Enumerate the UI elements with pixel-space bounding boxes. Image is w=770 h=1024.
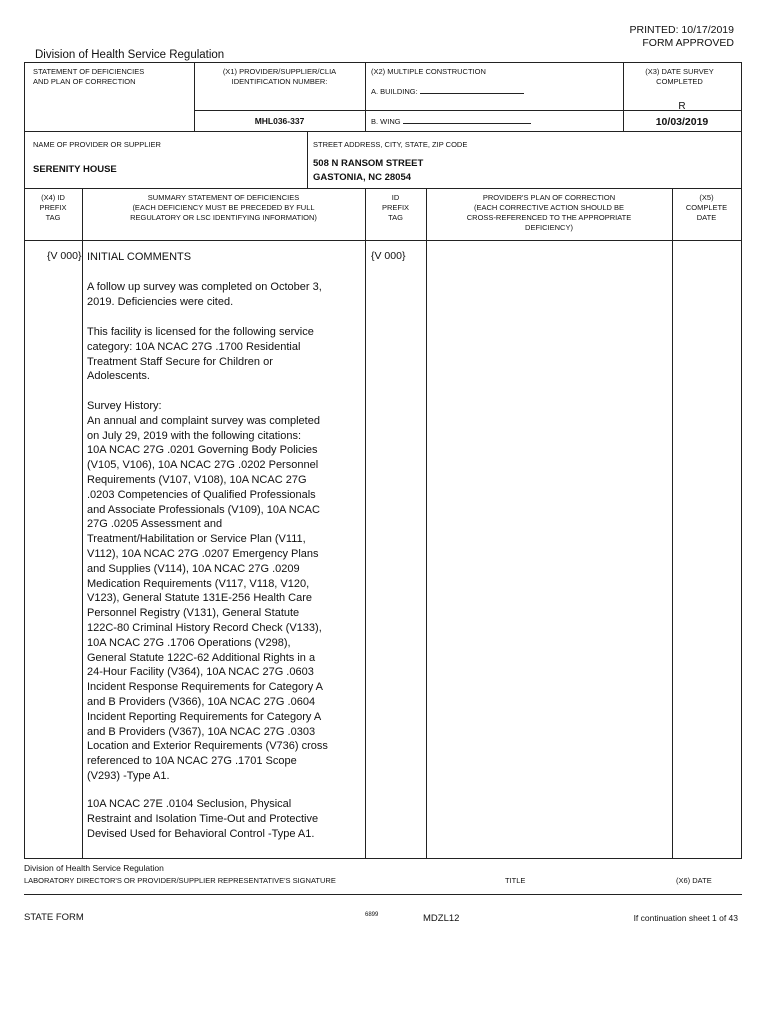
street-address: 508 N RANSOM STREET bbox=[313, 158, 424, 169]
id-header-line2: PREFIX bbox=[381, 203, 410, 212]
entry-paragraph-1 bbox=[87, 280, 362, 310]
summary-column-header bbox=[82, 193, 365, 223]
plan-header-line3: CROSS-REFERENCED TO THE APPROPRIATE bbox=[466, 213, 632, 222]
x1-label-line2: IDENTIFICATION NUMBER: bbox=[231, 77, 328, 86]
text-line: (V293) -Type A1. bbox=[87, 769, 170, 782]
summary-header-line1: SUMMARY STATEMENT OF DEFICIENCIES bbox=[147, 193, 300, 202]
provider-name: SERENITY HOUSE bbox=[33, 164, 117, 175]
text-line: 24-Hour Facility (V364), 10A NCAC 27G .0603 bbox=[87, 666, 314, 679]
provider-id-number: MHL036-337 bbox=[254, 116, 305, 126]
text-line: 10A NCAC 27G .1706 Operations (V298), bbox=[87, 636, 291, 649]
x4-column-header bbox=[24, 193, 82, 223]
x3-label-line1: (X3) DATE SURVEY bbox=[645, 67, 714, 76]
form-status: FORM APPROVED bbox=[642, 37, 734, 49]
plan-header-line2: (EACH CORRECTIVE ACTION SHOULD BE bbox=[473, 203, 625, 212]
x5-header-line3: DATE bbox=[696, 213, 717, 222]
text-line: Survey History: bbox=[87, 400, 162, 412]
x1-label bbox=[194, 67, 365, 87]
form-number-small: 6899 bbox=[365, 912, 379, 918]
x6-date-label: (X6) DATE bbox=[676, 876, 712, 885]
state-form-label: STATE FORM bbox=[24, 912, 84, 923]
building-label: A. BUILDING: bbox=[371, 87, 418, 96]
text-line: Personnel Registry (V131), General Statute bbox=[87, 607, 300, 620]
statement-label-line2: AND PLAN OF CORRECTION bbox=[33, 77, 136, 86]
x5-column-header bbox=[672, 193, 741, 223]
prefix-tag-left: {V 000} bbox=[47, 250, 82, 262]
rule-left-edge bbox=[24, 62, 25, 858]
x4-header-line1: (X4) ID bbox=[41, 193, 65, 202]
wing-field bbox=[371, 115, 531, 127]
rule-summary-col bbox=[365, 188, 366, 858]
continuation-sheet: If continuation sheet 1 of 43 bbox=[633, 913, 738, 923]
id-header-line1: ID bbox=[391, 193, 400, 202]
building-field bbox=[371, 85, 524, 97]
plan-column-header bbox=[426, 193, 672, 233]
summary-header-line3: REGULATORY OR LSC IDENTIFYING INFORMATION) bbox=[130, 213, 317, 222]
footer-agency: Division of Health Service Regulation bbox=[24, 863, 164, 873]
text-line: Devised Used for Behavioral Control -Type A1. bbox=[87, 827, 315, 840]
wing-label: B. WING bbox=[371, 117, 401, 126]
rule-body-bottom bbox=[24, 858, 742, 859]
plan-header-line1: PROVIDER'S PLAN OF CORRECTION bbox=[482, 193, 616, 202]
print-info bbox=[630, 24, 734, 50]
text-line: 10A NCAC 27E .0104 Seclusion, Physical bbox=[87, 798, 292, 810]
building-blank bbox=[420, 85, 524, 94]
text-line: and Supplies (V114), 10A NCAC 27G .0209 bbox=[87, 562, 300, 575]
plan-header-line4: DEFICIENCY) bbox=[525, 223, 573, 232]
rule-footer-bottom bbox=[24, 894, 742, 895]
text-line: Treatment Staff Secure for Children or bbox=[87, 355, 273, 368]
entry-paragraph-3 bbox=[87, 399, 362, 784]
text-line: category: 10A NCAC 27G .1700 Residential bbox=[87, 340, 301, 353]
x2-label: (X2) MULTIPLE CONSTRUCTION bbox=[371, 67, 486, 76]
rule-top bbox=[24, 62, 742, 63]
x5-header-line2: COMPLETE bbox=[685, 203, 728, 212]
rule-x2-wing bbox=[365, 110, 623, 111]
text-line: A follow up survey was completed on October 3, bbox=[87, 281, 322, 293]
text-line: 10A NCAC 27G .0201 Governing Body Policies bbox=[87, 444, 318, 457]
title-label: TITLE bbox=[505, 876, 526, 885]
agency-name: Division of Health Service Regulation bbox=[35, 49, 225, 61]
text-line: Restraint and Isolation Time-Out and Protective bbox=[87, 812, 319, 825]
text-line: Adolescents. bbox=[87, 370, 150, 383]
entry-paragraph-4 bbox=[87, 797, 362, 841]
text-line: General Statute 122C-62 Additional Rights in a bbox=[87, 651, 316, 664]
entry-paragraph-2 bbox=[87, 325, 362, 384]
rule-plan-col bbox=[672, 188, 673, 858]
text-line: 27G .0205 Assessment and bbox=[87, 518, 223, 531]
text-line: Incident Response Requirements for Category A bbox=[87, 681, 324, 694]
entry-title: INITIAL COMMENTS bbox=[87, 251, 192, 263]
survey-completed-date: 10/03/2019 bbox=[655, 116, 709, 128]
rule-x2-divider bbox=[365, 62, 366, 131]
printed-date: PRINTED: 10/17/2019 bbox=[629, 24, 734, 36]
signature-label: LABORATORY DIRECTOR'S OR PROVIDER/SUPPLIER REPRESENTATIVE'S SIGNATURE bbox=[24, 876, 336, 885]
id-header-line3: TAG bbox=[388, 213, 403, 222]
text-line: V112), 10A NCAC 27G .0207 Emergency Plans bbox=[87, 547, 319, 560]
rule-x1-value bbox=[194, 110, 365, 111]
rule-column-headers bbox=[24, 240, 742, 241]
rule-right-edge bbox=[741, 62, 742, 858]
text-line: An annual and complaint survey was completed bbox=[87, 414, 320, 427]
x5-header-line1: (X5) bbox=[699, 193, 714, 202]
x1-label-line1: (X1) PROVIDER/SUPPLIER/CLIA bbox=[222, 67, 337, 76]
provider-name-label: NAME OF PROVIDER OR SUPPLIER bbox=[33, 140, 161, 149]
rule-address-divider bbox=[307, 131, 308, 188]
address-label: STREET ADDRESS, CITY, STATE, ZIP CODE bbox=[313, 140, 468, 149]
x4-header-line2: PREFIX bbox=[39, 203, 67, 212]
text-line: and B Providers (V367), 10A NCAC 27G .0303 bbox=[87, 725, 316, 738]
x3-label bbox=[623, 67, 736, 87]
text-line: .0203 Competencies of Qualified Professionals bbox=[87, 488, 316, 501]
text-line: referenced to 10A NCAC 27G .1701 Scope bbox=[87, 755, 297, 768]
text-line: V123), General Statute 131E-256 Health Care bbox=[87, 592, 313, 605]
x3-label-line2: COMPLETED bbox=[656, 77, 703, 86]
prefix-tag-right: {V 000} bbox=[371, 250, 406, 262]
provider-address bbox=[313, 157, 423, 185]
text-line: Incident Reporting Requirements for Category A bbox=[87, 710, 322, 723]
text-line: and B Providers (V366), 10A NCAC 27G .0604 bbox=[87, 695, 316, 708]
statement-label-line1: STATEMENT OF DEFICIENCIES bbox=[33, 67, 145, 76]
summary-header-line2: (EACH DEFICIENCY MUST BE PRECEDED BY FULL bbox=[132, 203, 315, 212]
text-line: This facility is licensed for the following service bbox=[87, 326, 314, 338]
rule-id-row bbox=[24, 131, 742, 132]
rule-x4-col bbox=[82, 188, 83, 858]
text-line: Requirements (V107, V108), 10A NCAC 27G bbox=[87, 473, 307, 486]
text-line: 2019. Deficiencies were cited. bbox=[87, 295, 234, 308]
text-line: (V105, V106), 10A NCAC 27G .0202 Personnel bbox=[87, 459, 319, 472]
text-line: Medication Requirements (V117, V118, V120, bbox=[87, 577, 310, 590]
id-column-header bbox=[365, 193, 426, 223]
rule-id-col bbox=[426, 188, 427, 858]
x4-header-line3: TAG bbox=[45, 213, 61, 222]
form-code: MDZL12 bbox=[423, 913, 460, 924]
survey-code: R bbox=[678, 101, 686, 112]
city-state-zip: GASTONIA, NC 28054 bbox=[313, 172, 412, 183]
text-line: and Associate Professionals (V109), 10A NCAC bbox=[87, 503, 320, 516]
text-line: Location and Exterior Requirements (V736) cross bbox=[87, 740, 328, 753]
text-line: 122C-80 Criminal History Record Check (V133), bbox=[87, 621, 322, 634]
text-line: on July 29, 2019 with the following citations: bbox=[87, 429, 302, 442]
statement-label bbox=[33, 67, 144, 87]
wing-blank bbox=[403, 115, 531, 124]
text-line: Treatment/Habilitation or Service Plan (V111, bbox=[87, 533, 306, 546]
rule-provider-row bbox=[24, 188, 742, 189]
